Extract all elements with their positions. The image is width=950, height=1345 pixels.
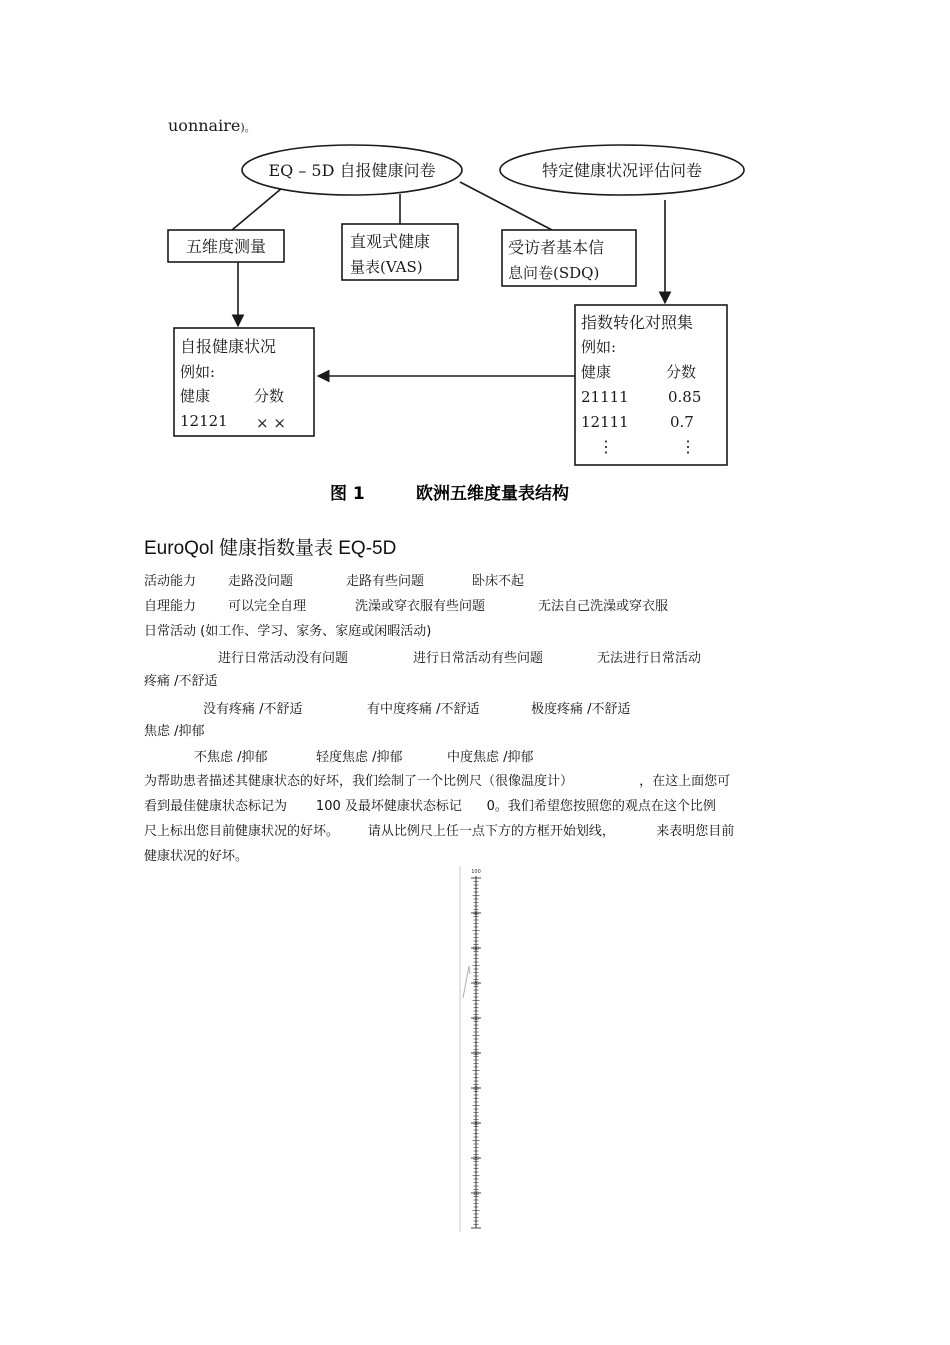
- box-five-dims-label: 五维度测量: [185, 237, 267, 256]
- vas-tick-label: 10: [473, 1192, 479, 1197]
- pain-label: 疼痛 /不舒适: [144, 674, 218, 689]
- usual-option-1: 进行日常活动没有问题: [218, 651, 349, 666]
- pain-option-2: 有中度疼痛 /不舒适: [367, 702, 480, 717]
- ellipse-eq5d-label: EQ – 5D 自报健康问卷: [268, 161, 436, 180]
- pain-option-3: 极度疼痛 /不舒适: [531, 702, 631, 717]
- eq5d-structure-diagram: [0, 0, 950, 520]
- vas-pointer-mark: [463, 966, 470, 998]
- mobility-option-1: 走路没问题: [228, 574, 294, 589]
- box-vas-line1: 直观式健康: [350, 232, 431, 251]
- vas-tick-label: 30: [473, 1122, 479, 1127]
- index-col-health: 健康: [581, 363, 612, 381]
- self-row1-score: × ×: [256, 414, 286, 432]
- vas-tick-label: 60: [473, 1017, 479, 1022]
- instruction-line-4: 健康状况的好坏。: [144, 849, 249, 864]
- index-dots-right: ⋮: [680, 437, 696, 456]
- anxiety-label: 焦虑 /抑郁: [144, 724, 205, 739]
- anxiety-option-3: 中度焦虑 /抑郁: [447, 750, 534, 765]
- vas-tick-label: 40: [473, 1087, 479, 1092]
- index-example: 例如:: [581, 338, 617, 356]
- box-sdq-line1: 受访者基本信: [508, 238, 605, 257]
- index-row2-score: 0.7: [670, 413, 694, 431]
- vas-tick-label: 80: [473, 947, 479, 952]
- selfcare-option-3: 无法自己洗澡或穿衣服: [538, 599, 669, 614]
- index-row2-health: 12111: [581, 413, 629, 431]
- index-dots-left: ⋮: [598, 437, 614, 456]
- doc-title: EuroQol 健康指数量表 EQ-5D: [144, 538, 397, 559]
- usual-option-3: 无法进行日常活动: [597, 651, 702, 666]
- selfcare-option-2: 洗澡或穿衣服有些问题: [355, 599, 486, 614]
- anxiety-option-2: 轻度焦虑 /抑郁: [316, 750, 403, 765]
- figure-number: 图 1: [330, 484, 365, 504]
- selfcare-option-1: 可以完全自理: [228, 599, 307, 614]
- box-sdq-line2: 息问卷(SDQ): [508, 264, 600, 282]
- instruction-line-1: 为帮助患者描述其健康状态的好坏，我们绘制了一个比例尺（很像温度计） ，在这上面您可: [144, 774, 731, 789]
- self-row1-health: 12121: [180, 412, 228, 430]
- self-col-score: 分数: [254, 387, 285, 405]
- instruction-line-3: 尺上标出您目前健康状况的好坏。 请从比例尺上任一点下方的方框开始划线， 来表明您目前: [144, 824, 735, 839]
- vas-tick-label: 20: [473, 1157, 479, 1162]
- connector-eq5d-to-five-dims: [232, 188, 282, 230]
- vas-tick-label: 50: [473, 1052, 479, 1057]
- vas-tick-label: 90: [473, 912, 479, 917]
- figure-caption: 欧洲五维度量表结构: [416, 484, 569, 504]
- index-col-score: 分数: [666, 363, 697, 381]
- self-title: 自报健康状况: [180, 337, 277, 356]
- index-row1-score: 0.85: [668, 388, 702, 406]
- selfcare-label: 自理能力: [144, 599, 197, 614]
- index-title: 指数转化对照集: [581, 313, 694, 332]
- mobility-label: 活动能力: [144, 574, 197, 589]
- usual-option-2: 进行日常活动有些问题: [413, 651, 544, 666]
- vas-top-label: 100: [471, 869, 481, 875]
- usual-label: 日常活动 (如工作、学习、家务、家庭或闲暇活动): [144, 624, 432, 639]
- vas-tick-label: 70: [473, 982, 479, 987]
- pain-option-1: 没有疼痛 /不舒适: [203, 702, 303, 717]
- mobility-option-2: 走路有些问题: [346, 574, 425, 589]
- scan-fragment-text: uonnaire: [168, 116, 241, 135]
- mobility-option-3: 卧床不起: [472, 574, 525, 589]
- anxiety-option-1: 不焦虑 /抑郁: [194, 750, 268, 765]
- box-vas-line2: 量表(VAS): [350, 258, 423, 276]
- self-col-health: 健康: [180, 387, 211, 405]
- connector-eq5d-to-sdq: [460, 182, 552, 230]
- ellipse-specific-label: 特定健康状况评估问卷: [541, 161, 703, 180]
- vas-thermometer-scale[interactable]: [450, 862, 510, 1237]
- scan-fragment-tail: )。: [240, 121, 256, 134]
- instruction-line-2: 看到最佳健康状态标记为 100 及最坏健康状态标记 0。我们希望您按照您的观点在这个比例: [144, 799, 716, 814]
- index-row1-health: 21111: [581, 388, 629, 406]
- self-example: 例如:: [180, 363, 216, 381]
